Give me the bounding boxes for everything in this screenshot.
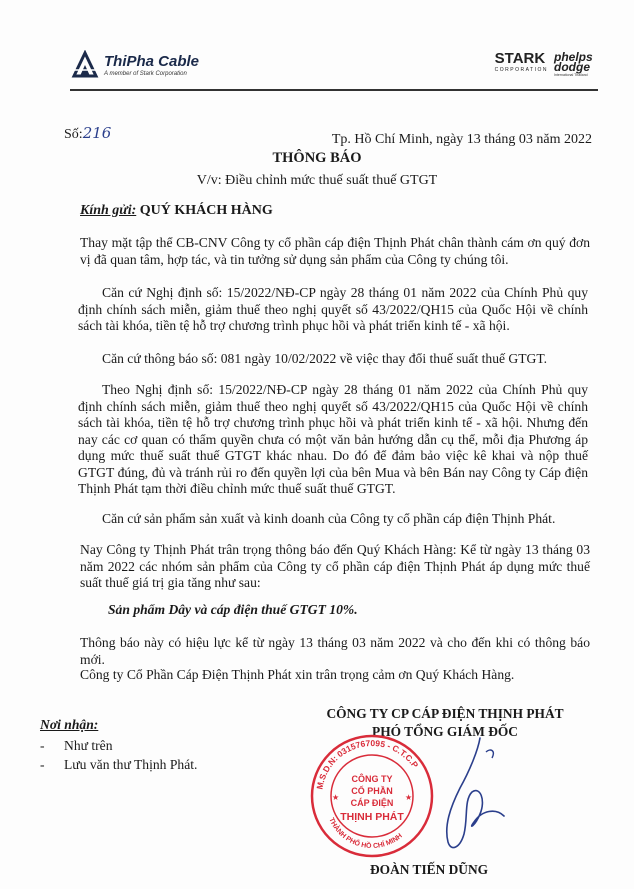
paragraph-legal-basis-2: Căn cứ thông báo số: 081 ngày 10/02/2022 về việc thay đổi thuế suất thuế GTGT. — [102, 351, 548, 366]
partner-logos — [495, 52, 596, 77]
star-icon: ★ — [405, 793, 413, 802]
stark-logo-sub: CORPORATION — [494, 67, 548, 73]
document-number-value: 216 — [82, 124, 112, 142]
stamp-line-2: CỔ PHẦN — [351, 786, 393, 796]
header-divider — [70, 89, 598, 91]
thipha-emblem-icon — [70, 50, 100, 80]
signature-position: PHÓ TỔNG GIÁM ĐỐC — [372, 724, 518, 739]
brand-name: ThiPha Cable — [104, 52, 200, 70]
brand-tagline: A member of Stark Corporation — [104, 70, 187, 77]
phelps-dodge-logo — [554, 52, 596, 77]
star-icon: ★ — [332, 793, 340, 802]
paragraph-thanks: Công ty Cổ Phần Cáp Điện Thịnh Phát xin trân trọng cảm ơn Quý Khách Hàng. — [80, 667, 515, 682]
company-stamp — [308, 732, 436, 860]
paragraph-effective-date: Thông báo này có hiệu lực kể từ ngày 13 tháng 03 năm 2022 và cho đến khi có thông báo mới. — [80, 635, 590, 667]
recipient-item — [40, 736, 197, 755]
stamp-line-4: THỊNH PHÁT — [340, 811, 404, 823]
handwritten-signature — [420, 730, 540, 860]
recipient-bullet: - — [40, 757, 45, 772]
greeting-label: Kính gửi: — [80, 203, 137, 218]
stark-logo — [495, 52, 548, 73]
paragraph-decision: Theo Nghị định số: 15/2022/NĐ-CP ngày 28 tháng 01 năm 2022 của Chính Phủ quy định chính sách miễn, giảm thuế theo nghị quyết số 43/2022/QH15 của Quốc Hội về chính sách tài khóa, tiền tệ hỗ trợ chương trình phục hồi và phát triển kinh tế - xã hội. Nhưng đến nay các cơ quan có thẩm quyền chưa có một văn bản hướng dẫn cụ thể, mỗi địa Phương áp dụng mức thuế suất thuế GTGT khác nhau. Do đó để đảm bảo việc kê khai và nộp thuế GTGT đúng, đủ và tránh rủi ro đến quyền lợi của bên Mua và bên Bán nay Công ty Cáp điện Thịnh Phát tạm thời điều chỉnh mức thuế suất thuế GTGT. — [78, 382, 588, 496]
recipient-item-text: Lưu văn thư Thịnh Phát. — [64, 757, 198, 772]
recipient-item — [40, 755, 197, 774]
document-number — [64, 124, 111, 143]
stark-logo-text: STARK — [494, 50, 546, 67]
document-number-label: Số: — [64, 127, 83, 142]
phelps-dodge-logo-sub: International Thailand — [554, 73, 588, 77]
recipient-item-text: Như trên — [64, 738, 113, 753]
paragraph-legal-basis-1: Căn cứ Nghị định số: 15/2022/NĐ-CP ngày 28 tháng 01 năm 2022 của Chính Phủ quy định chính sách miễn, giảm thuế theo nghị quyết số 43/2022/QH15 của Quốc Hội về chính sách tài khóa, tiền tệ hỗ trợ chương trình phục hồi và phát triển kinh tế - xã hội. — [78, 285, 588, 333]
paragraph-legal-basis-3: Căn cứ sản phẩm sản xuất và kinh doanh của Công ty cổ phần cáp điện Thịnh Phát. — [102, 511, 556, 526]
stamp-line-1: CÔNG TY — [351, 774, 393, 784]
recipients-label: Nơi nhận: — [40, 717, 99, 732]
place-date: Tp. Hồ Chí Minh, ngày 13 tháng 03 năm 2022 — [331, 132, 592, 147]
document-title: THÔNG BÁO — [272, 150, 362, 166]
document-subject: V/v: Điều chỉnh mức thuế suất thuế GTGT — [196, 173, 438, 188]
phelps-dodge-logo-text: phelps dodge — [554, 50, 593, 74]
signer-name: ĐOÀN TIẾN DŨNG — [370, 862, 489, 877]
stamp-ring-text: M.S.D.N: 0315767095 - C.T.C.P — [314, 737, 421, 791]
paragraph-announcement: Nay Công ty Thịnh Phát trân trọng thông báo đến Quý Khách Hàng: Kể từ ngày 13 tháng 03 năm 2022 các nhóm sản phẩm của Công ty cổ phần cáp điện Thịnh Phát áp dụng mức thuế suất thuế giá trị gia tăng như sau: — [80, 542, 590, 590]
paragraph-tax-rate: Sản phẩm Dây và cáp điện thuế GTGT 10%. — [108, 602, 358, 617]
greeting — [80, 203, 273, 219]
greeting-recipient: QUÝ KHÁCH HÀNG — [136, 203, 273, 218]
thipha-cable-logo — [70, 48, 199, 82]
stamp-line-3: CÁP ĐIỆN — [350, 798, 394, 808]
paragraph-intro: Thay mặt tập thể CB-CNV Công ty cổ phần cáp điện Thịnh Phát chân thành cám ơn quý đơn vị đã quan tâm, hợp tác, và tin tưởng sử dụng sản phẩm của Công ty chúng tôi. — [80, 235, 590, 267]
stamp-bottom-text: THÀNH PHỐ HỒ CHÍ MINH — [327, 816, 404, 851]
signature-company: CÔNG TY CP CÁP ĐIỆN THỊNH PHÁT — [326, 706, 564, 721]
recipient-bullet: - — [40, 738, 45, 753]
recipients-list — [40, 736, 197, 774]
